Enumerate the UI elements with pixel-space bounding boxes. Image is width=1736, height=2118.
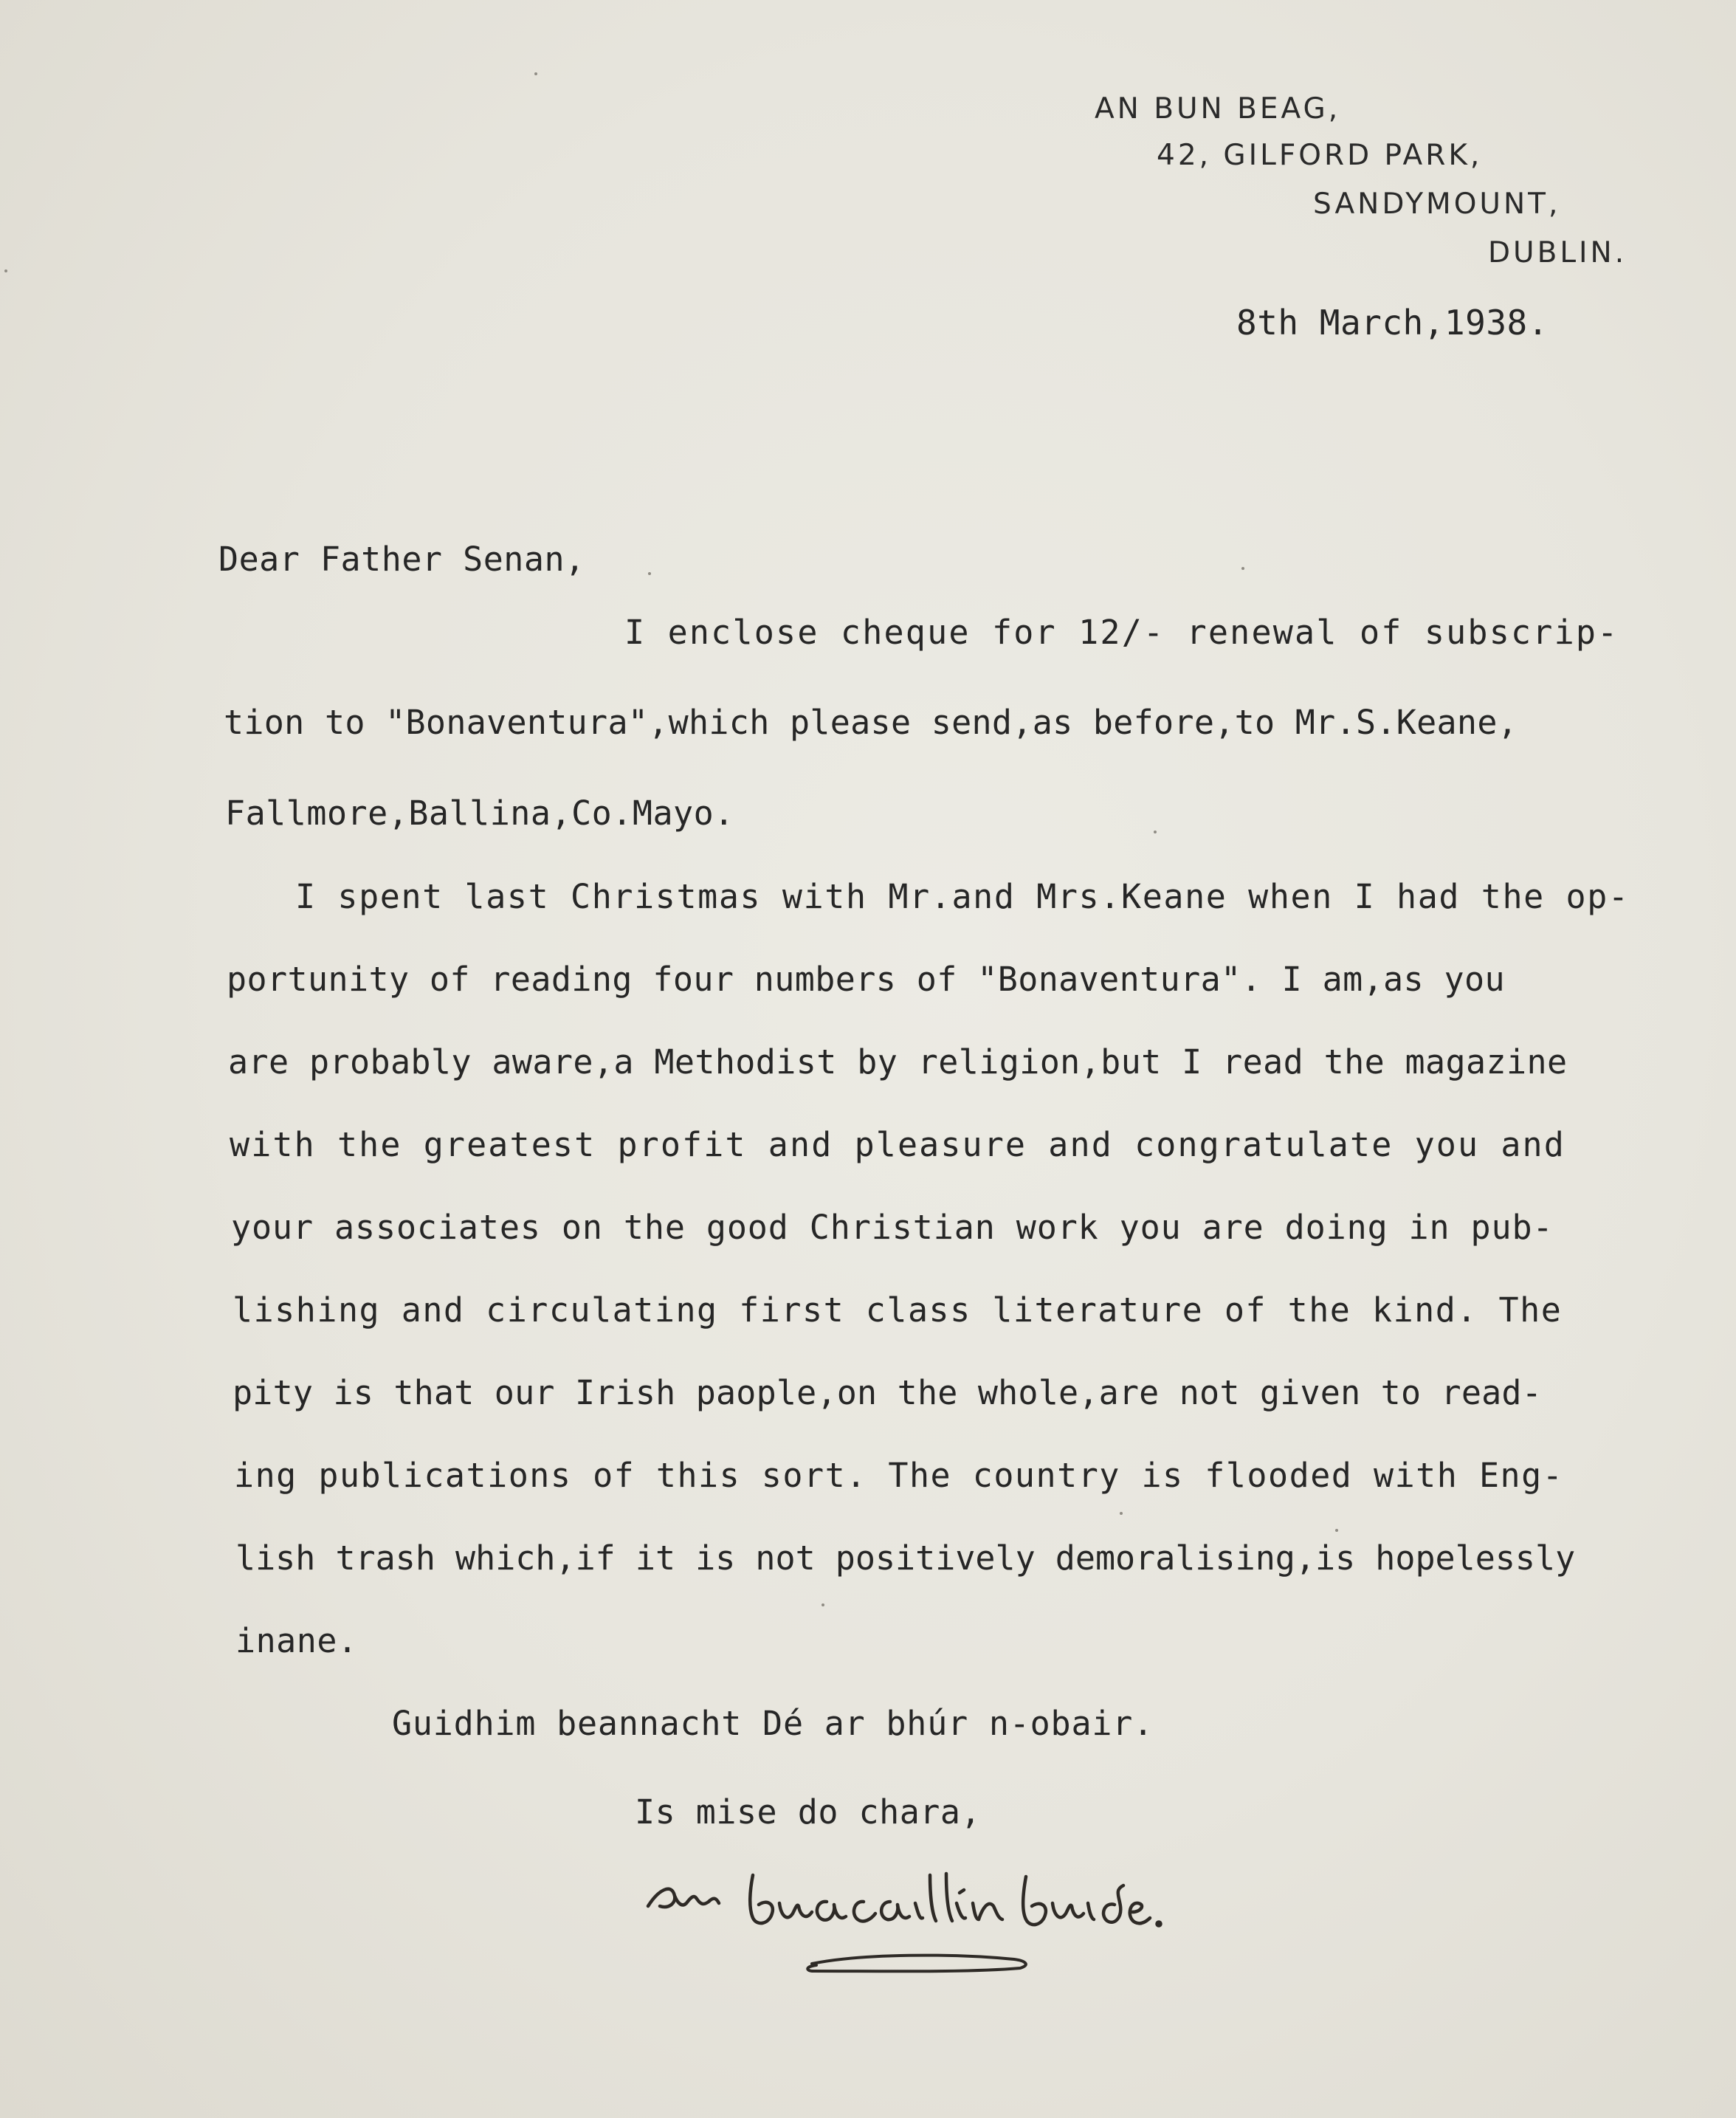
body-line: with the greatest profit and pleasure and congratulate you and	[230, 1125, 1566, 1164]
paper-speck	[1154, 831, 1157, 833]
paper-speck	[648, 572, 651, 575]
body-line: are probably aware,a Methodist by religion,but I read the magazine	[228, 1042, 1568, 1082]
paper-speck	[1241, 567, 1244, 570]
body-line: ing publications of this sort. The country is flooded with Eng-	[234, 1456, 1564, 1495]
handwritten-signature	[642, 1860, 1174, 1993]
body-line: tion to "Bonaventura",which please send,as before,to Mr.S.Keane,	[224, 703, 1518, 742]
body-line: I spent last Christmas with Mr.and Mrs.Keane when I had the op-	[295, 877, 1630, 916]
closing-phrase: Is mise do chara,	[635, 1792, 982, 1832]
letter-date: 8th March,1938.	[1236, 303, 1549, 343]
body-line: lishing and circulating first class literature of the kind. The	[232, 1290, 1563, 1330]
salutation: Dear Father Senan,	[218, 540, 585, 579]
letterhead-line-4: DUBLIN.	[1488, 236, 1628, 269]
body-line: I enclose cheque for 12/- renewal of subscrip-	[624, 613, 1619, 652]
paper-speck	[4, 269, 7, 272]
body-line: inane.	[235, 1621, 358, 1660]
closing-blessing: Guidhim beannacht Dé ar bhúr n-obair.	[392, 1704, 1154, 1743]
letterhead-line-2: 42, GILFORD PARK,	[1157, 139, 1483, 172]
paper-speck	[1120, 1512, 1123, 1515]
paper-speck	[822, 1603, 824, 1606]
letterhead-line-1: AN BUN BEAG,	[1095, 92, 1341, 126]
paper-speck	[534, 72, 537, 75]
body-line: lish trash which,if it is not positively demoralising,is hopelessly	[235, 1538, 1576, 1578]
paper-speck	[1335, 1529, 1338, 1532]
body-line: your associates on the good Christian work you are doing in pub-	[231, 1208, 1554, 1247]
letterhead-line-3: SANDYMOUNT,	[1313, 188, 1561, 221]
body-line: Fallmore,Ballina,Co.Mayo.	[225, 794, 734, 833]
body-line: pity is that our Irish paople,on the whole,are not given to read-	[232, 1373, 1542, 1412]
body-line: portunity of reading four numbers of "Bonaventura". I am,as you	[227, 960, 1506, 999]
